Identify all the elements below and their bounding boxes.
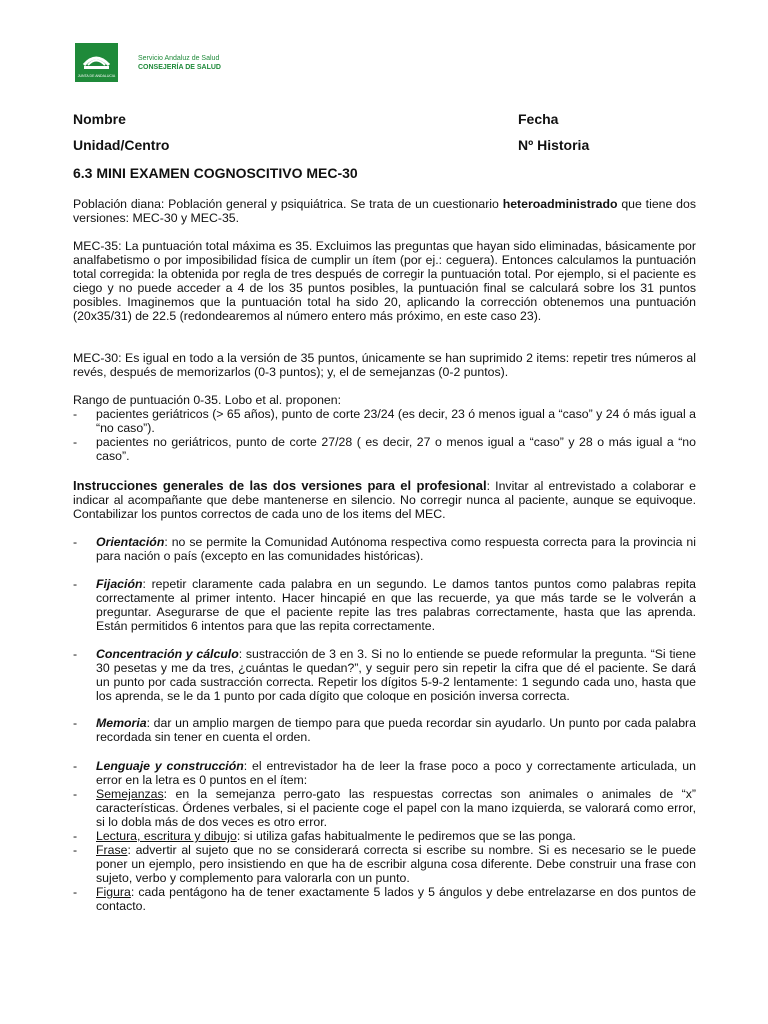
lectura-text: : si utiliza gafas habitualmente le pediremos que se las ponga. bbox=[236, 829, 576, 843]
paragraph-mec35 bbox=[73, 239, 696, 323]
unidad-label: Unidad/Centro bbox=[73, 137, 170, 153]
lectura-label: Lectura, escritura y dibujo bbox=[96, 829, 237, 843]
p3-text: MEC-30: Es igual en todo a la versión de 35 puntos, únicamente se han suprimido 2 items: repetir tres números al revés, después de memorizarlos (0-3 puntos); y, el de semejanzas (0-2 puntos). bbox=[73, 351, 696, 379]
item-fijacion bbox=[73, 577, 696, 633]
logo-line2: CONSEJERÍA DE SALUD bbox=[138, 63, 221, 71]
figura-text: : cada pentágono ha de tener exactamente 5 lados y 5 ángulos y debe entrelazarse en dos puntos de contacto. bbox=[96, 885, 696, 913]
orientacion-label: Orientación bbox=[96, 535, 165, 549]
p1-bold: heteroadministrado bbox=[502, 197, 618, 211]
page-title: 6.3 MINI EXAMEN COGNOSCITIVO MEC-30 bbox=[73, 165, 358, 181]
frase-label: Frase bbox=[96, 843, 128, 857]
fijacion-text: : repetir claramente cada palabra en un segundo. Le damos tantos puntos como palabras repita correctamente al primer intento. Hacer hincapié en que las recuerde, ya que más tarde se le volverán a preguntar. Asegurarse de que el paciente repite las tres palabras correctamente, hasta que las aprenda. Están permitidos 6 intentos para que las repita correctamente. bbox=[96, 577, 696, 633]
logo-line1: Servicio Andaluz de Salud bbox=[138, 54, 220, 62]
p2-text: MEC-35: La puntuación total máxima es 35. Excluimos las preguntas que hayan sido eliminadas, básicamente por analfabetismo o por imposibilidad física de cumplir un ítem (por ej.: ceguera). Entonces calculamos la puntuación total corregida: la obtenida por regla de tres después de corregir la puntuación total. Por ejemplo, si el paciente es ciego y no puede acceder a 4 de los 35 puntos posibles, la puntuación final se calculará sobre los 31 puntos posibles. Imaginemos que la puntuación total ha sido 20, aplicando la corrección obtenemos una puntuación (20x35/31) de 22.5 (redondearemos al número entero más próximo, en este caso 23). bbox=[73, 239, 696, 323]
p1-text-a: Población diana: Población general y psiquiátrica. Se trata de un cuestionario bbox=[73, 197, 503, 211]
paragraph-poblacion bbox=[73, 197, 696, 225]
historia-label: Nº Historia bbox=[518, 137, 590, 153]
paragraph-rango bbox=[73, 393, 696, 463]
item-lenguaje bbox=[73, 759, 696, 913]
item-memoria bbox=[73, 716, 696, 744]
instrucciones-text: : Invitar al entrevistado a colaborar e indicar al acompañante que debe mantenerse en silencio. No corregir nunca al paciente, aunque se equivoque. Contabilizar los puntos correctos de cada uno de los items del MEC. bbox=[73, 479, 697, 521]
orientacion-text: : no se permite la Comunidad Autónoma respectiva como respuesta correcta para la provincia ni para nación o país (excepto en las comunidades históricas). bbox=[96, 535, 696, 563]
paragraph-instrucciones bbox=[73, 479, 696, 521]
item-orientacion bbox=[73, 535, 696, 563]
logo-small-text: JUNTA DE ANDALUCIA bbox=[77, 74, 116, 78]
junta-andalucia-logo-icon bbox=[75, 43, 118, 82]
lenguaje-label: Lenguaje y construcción bbox=[96, 759, 244, 773]
lenguaje-text: : el entrevistador ha de leer la frase poco a poco y correctamente articulada, un error en la letra es 0 puntos en el ítem: bbox=[96, 759, 696, 787]
semejanzas-label: Semejanzas bbox=[96, 787, 164, 801]
memoria-text: : dar un amplio margen de tiempo para que pueda recordar sin ayudarlo. Un punto por cada palabra recordada sin tener en cuenta el orden. bbox=[96, 716, 696, 744]
memoria-label: Memoria bbox=[96, 716, 147, 730]
p1-text-c: que tiene dos versiones: MEC-30 y MEC-35. bbox=[73, 197, 696, 225]
paragraph-mec30 bbox=[73, 351, 696, 379]
p4-text: Rango de puntuación 0-35. Lobo et al. proponen: bbox=[73, 393, 342, 407]
concentracion-text: : sustracción de 3 en 3. Si no lo entiende se puede reformular la pregunta. “Si tiene 30 pesetas y me da tres, ¿cuántas le quedan?”, y seguir pero sin repetir la cifra que dé el paciente. Se dará un punto por cada sustracción correcta. Repetir los dígitos 5-9-2 lentamente: 1 segundo cada uno, hasta que los aprenda, se le da 1 punto por cada dígito que coloque en posición inversa correcta. bbox=[96, 647, 696, 703]
frase-text: : advertir al sujeto que no se considerará correcta si escribe su nombre. Si es necesario se le puede poner un ejemplo, pero insistiendo en que ha de escribir alguna cosa diferente. Debe construir una frase con sujeto, verbo y complemento para valorarla con un punto. bbox=[96, 843, 696, 885]
list-item: - pacientes geriátricos (> 65 años), punto de corte 23/24 (es decir, 23 ó menos igual a “caso” y 24 ó más igual a “no caso”). bbox=[73, 407, 696, 435]
instrucciones-heading: Instrucciones generales de las dos versiones para el profesional bbox=[73, 478, 487, 493]
logo-text bbox=[138, 54, 221, 72]
fecha-label: Fecha bbox=[518, 111, 559, 127]
logo bbox=[75, 43, 221, 82]
fijacion-label: Fijación bbox=[96, 577, 143, 591]
concentracion-label: Concentración y cálculo bbox=[96, 647, 239, 661]
semejanzas-text: : en la semejanza perro-gato las respuestas correctas son animales o animales de “x” características. Órdenes verbales, si el paciente coge el papel con la mano izquierda, se valorará como error, si lo dobla más de dos veces es otro error. bbox=[96, 787, 696, 829]
item-concentracion bbox=[73, 647, 696, 703]
list-item: - pacientes no geriátricos, punto de corte 27/28 ( es decir, 27 o menos igual a “caso” y 28 o más igual a “no caso”. bbox=[73, 435, 696, 463]
nombre-label: Nombre bbox=[73, 111, 126, 127]
figura-label: Figura bbox=[96, 885, 131, 899]
